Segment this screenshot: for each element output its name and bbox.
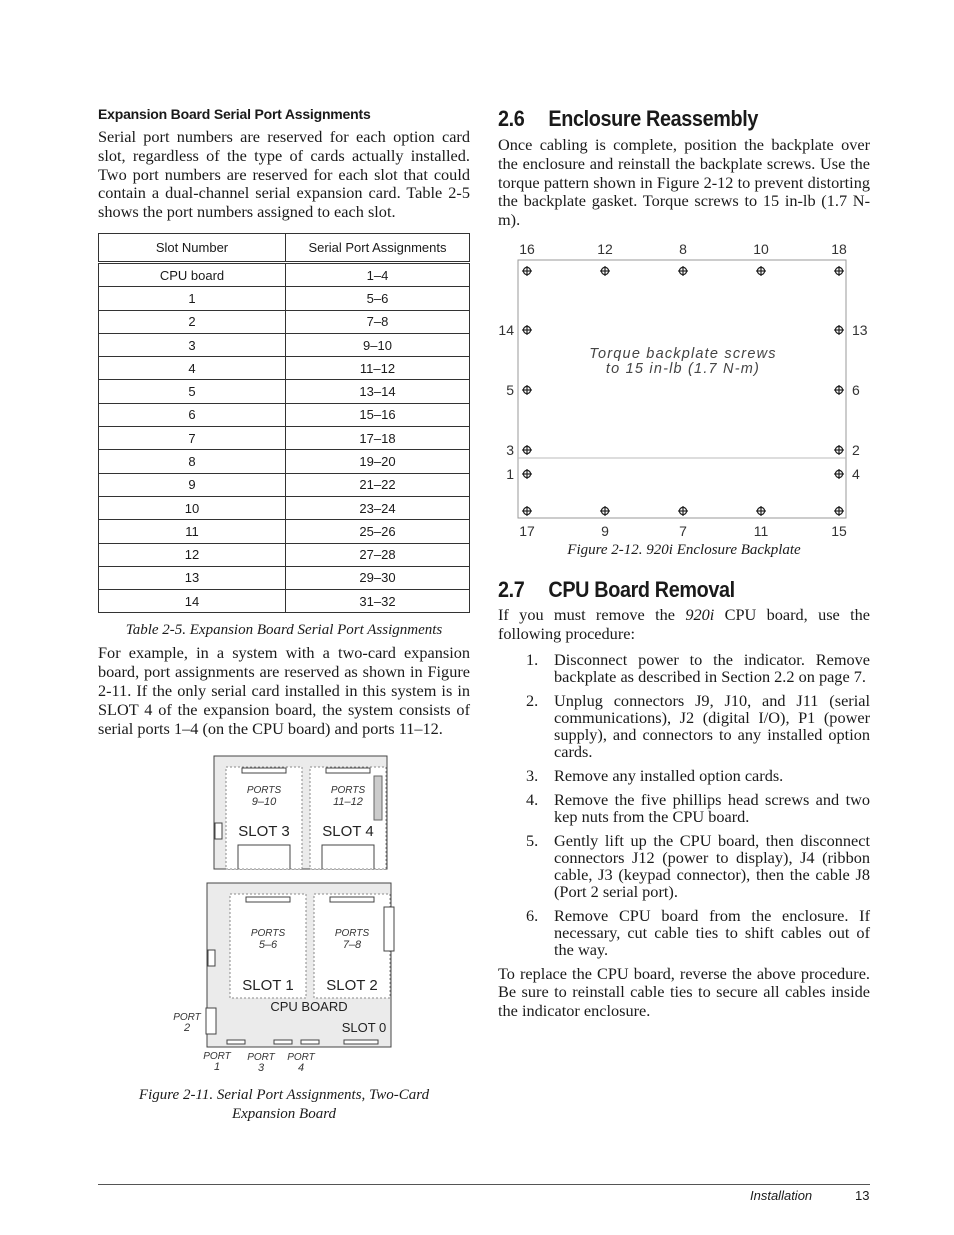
figure-2-12-caption-model: 920i bbox=[646, 541, 673, 558]
table-cell-slot: 5 bbox=[99, 380, 286, 403]
table-row bbox=[99, 450, 470, 473]
expansion-edge-connector bbox=[215, 823, 222, 839]
port2-number: 2 bbox=[183, 1022, 191, 1035]
table-cell-ports: 17–18 bbox=[286, 427, 470, 450]
table-cell-ports: 15–16 bbox=[286, 403, 470, 426]
slot4-connector bbox=[326, 768, 370, 773]
table-cell-slot: 8 bbox=[99, 450, 286, 473]
cpu-board-label: CPU BOARD bbox=[270, 999, 348, 1015]
step-number: 5. bbox=[526, 830, 539, 850]
step-number: 4. bbox=[526, 789, 539, 809]
table-cell-ports: 19–20 bbox=[286, 450, 470, 473]
port3-number: 3 bbox=[257, 1062, 265, 1075]
slot2-ports-word: PORTS bbox=[334, 928, 370, 940]
section-2-7-number: 2.7 bbox=[498, 576, 525, 602]
port1-number: 1 bbox=[213, 1061, 221, 1074]
removal-intro bbox=[498, 606, 870, 644]
table-row bbox=[99, 566, 470, 589]
table-cell-slot: 4 bbox=[99, 357, 286, 380]
figure-2-11-caption-line2: Expansion Board bbox=[231, 1106, 337, 1123]
figure-2-11-caption bbox=[98, 1086, 470, 1124]
table-row bbox=[99, 427, 470, 450]
table-header-slot: Slot Number bbox=[99, 233, 286, 261]
right-column bbox=[498, 106, 870, 1021]
removal-step bbox=[498, 907, 870, 958]
subheading-expansion-ports: Expansion Board Serial Port Assignments bbox=[98, 106, 371, 122]
table-cell-ports: 23–24 bbox=[286, 496, 470, 519]
screw-label-left: 5 bbox=[506, 381, 514, 398]
serial-port-diagram bbox=[98, 750, 470, 1090]
step-text: Gently lift up the CPU board, then disconnect connectors J12 (power to display), J4 (ribbon cable, J3 (keypad connector), then the cable J8 (Port 2 serial port). bbox=[554, 830, 870, 901]
screw-label-top: 10 bbox=[753, 240, 769, 257]
screw-label-bottom: 9 bbox=[601, 522, 609, 538]
port3-connector bbox=[274, 1040, 292, 1044]
port1-word: PORT bbox=[203, 1051, 231, 1063]
cpu-edge-connector bbox=[208, 950, 215, 966]
slot1-ports-word: PORTS bbox=[250, 928, 286, 940]
table-caption: Table 2-5. Expansion Board Serial Port Assignments bbox=[125, 622, 443, 639]
port3-word: PORT bbox=[247, 1052, 275, 1064]
step-text: Unplug connectors J9, J10, and J11 (serial communications), J2 (digital I/O), P1 (power supply), and connectors to any installed option cards. bbox=[554, 690, 870, 761]
removal-step bbox=[498, 832, 870, 900]
removal-intro-post: CPU board, use the following procedure: bbox=[498, 604, 871, 643]
slot3-ports-range: 9–10 bbox=[251, 796, 277, 809]
screw-label-right: 6 bbox=[852, 381, 860, 398]
screw-label-bottom: 11 bbox=[753, 522, 769, 538]
intro-paragraph: Serial port numbers are reserved for each option card slot, regardless of the type of cards actually installed. Two port numbers are reserved for each slot that could contain a dual-channel serial expansion card. Table 2-5 shows the port numbers assigned to each slot. bbox=[98, 127, 470, 222]
table-cell-ports: 11–12 bbox=[286, 357, 470, 380]
port1-connector bbox=[227, 1040, 245, 1044]
screw-label-right: 13 bbox=[852, 321, 868, 338]
table-cell-slot: 2 bbox=[99, 310, 286, 333]
footer-section: Installation bbox=[750, 1188, 813, 1203]
port2-word: PORT bbox=[173, 1012, 201, 1024]
footer-rule bbox=[98, 1184, 870, 1185]
screw-label-right: 4 bbox=[852, 465, 860, 482]
table-cell-ports: 31–32 bbox=[286, 590, 470, 613]
figure-2-11-caption-line1: Figure 2-11. Serial Port Assignments, Two-Card bbox=[138, 1087, 430, 1104]
step-text: Disconnect power to the indicator. Remove backplate as described in Section 2.2 on page 7. bbox=[554, 649, 870, 686]
slot1-ports-range: 5–6 bbox=[258, 939, 278, 952]
slot2-label: SLOT 2 bbox=[326, 977, 378, 995]
table-cell-slot: 11 bbox=[99, 520, 286, 543]
slot4-side-connector bbox=[374, 776, 382, 820]
left-column bbox=[98, 106, 470, 1124]
table-cell-ports: 29–30 bbox=[286, 566, 470, 589]
step-number: 6. bbox=[526, 905, 539, 925]
removal-intro-model: 920i bbox=[685, 604, 715, 624]
figure-2-12-caption-pre: Figure 2-12. bbox=[567, 541, 647, 558]
table-cell-ports: 27–28 bbox=[286, 543, 470, 566]
slot3-ports-word: PORTS bbox=[246, 785, 282, 797]
slot4-ports-range: 11–12 bbox=[333, 796, 363, 809]
table-row bbox=[99, 287, 470, 310]
torque-note-line2: to 15 in-lb (1.7 N-m) bbox=[605, 360, 761, 377]
table-cell-ports: 7–8 bbox=[286, 310, 470, 333]
backplate-torque-diagram bbox=[494, 238, 874, 538]
table-row bbox=[99, 473, 470, 496]
screw-label-right: 2 bbox=[852, 441, 860, 458]
table-cell-slot: 9 bbox=[99, 473, 286, 496]
step-number: 2. bbox=[526, 690, 539, 710]
reassembly-paragraph: Once cabling is complete, position the backplate over the enclosure and reinstall the backplate screws. Use the torque pattern shown in Figure 2-12 to prevent distorting the backplate gasket. Torque screws to 15 in-lb (1.7 N-m). bbox=[498, 135, 870, 230]
port4-connector bbox=[301, 1040, 319, 1044]
screw-label-bottom: 7 bbox=[679, 522, 687, 538]
screw-label-top: 12 bbox=[597, 240, 613, 257]
table-row bbox=[99, 380, 470, 403]
table-cell-ports: 1–4 bbox=[286, 263, 470, 286]
screw-label-left: 1 bbox=[506, 465, 514, 482]
table-cell-slot: 14 bbox=[99, 590, 286, 613]
table-cell-slot: 7 bbox=[99, 427, 286, 450]
slot0-connector bbox=[344, 1040, 378, 1044]
screw-label-bottom: 17 bbox=[519, 522, 535, 538]
slot4-label: SLOT 4 bbox=[322, 823, 374, 841]
closing-paragraph: To replace the CPU board, reverse the above procedure. Be sure to reinstall cable ties to secure all cables inside the indicator enclosure. bbox=[498, 963, 870, 1021]
removal-step bbox=[498, 692, 870, 760]
port2-connector bbox=[206, 1008, 216, 1034]
table-row bbox=[99, 310, 470, 333]
table-cell-slot: 10 bbox=[99, 496, 286, 519]
screw-label-top: 16 bbox=[519, 240, 535, 257]
slot1-connector bbox=[246, 897, 290, 902]
section-2-6-number: 2.6 bbox=[498, 106, 525, 131]
table-header-ports: Serial Port Assignments bbox=[286, 233, 470, 261]
port4-number: 4 bbox=[297, 1062, 305, 1075]
screw-label-left: 3 bbox=[506, 441, 514, 458]
figure-2-12-caption-post: Enclosure Backplate bbox=[672, 541, 801, 558]
table-cell-slot: 3 bbox=[99, 333, 286, 356]
slot2-connector bbox=[330, 897, 374, 902]
removal-step bbox=[498, 651, 870, 685]
slot3-card bbox=[226, 767, 302, 869]
step-number: 1. bbox=[526, 649, 539, 669]
backplate-outline bbox=[518, 260, 846, 518]
table-row bbox=[99, 590, 470, 613]
torque-note-line1: Torque backplate screws bbox=[589, 345, 777, 362]
table-row bbox=[99, 520, 470, 543]
slot3-connector bbox=[242, 768, 286, 773]
section-2-7-heading bbox=[498, 577, 833, 603]
cpu-side-connector bbox=[384, 907, 394, 951]
port-assignment-table bbox=[98, 233, 470, 613]
table-cell-ports: 21–22 bbox=[286, 473, 470, 496]
table-cell-ports: 9–10 bbox=[286, 333, 470, 356]
screw-label-top: 8 bbox=[679, 240, 687, 257]
table-cell-slot: 12 bbox=[99, 543, 286, 566]
removal-step bbox=[498, 767, 870, 784]
slot0-label: SLOT 0 bbox=[341, 1020, 387, 1036]
screw-label-left: 14 bbox=[498, 321, 514, 338]
table-cell-ports: 13–14 bbox=[286, 380, 470, 403]
section-2-7-title: CPU Board Removal bbox=[548, 576, 735, 602]
table-cell-slot: 13 bbox=[99, 566, 286, 589]
section-2-6-heading bbox=[498, 106, 833, 132]
port4-word: PORT bbox=[287, 1052, 315, 1064]
removal-intro-pre: If you must remove the bbox=[498, 604, 686, 624]
figure-2-12-caption bbox=[498, 542, 870, 559]
step-text: Remove CPU board from the enclosure. If necessary, cut cable ties to shift cables out of the way. bbox=[554, 905, 870, 959]
slot2-ports-range: 7–8 bbox=[342, 939, 362, 952]
table-cell-slot: 6 bbox=[99, 403, 286, 426]
table-cell-ports: 5–6 bbox=[286, 287, 470, 310]
slot3-label: SLOT 3 bbox=[238, 823, 290, 841]
removal-steps bbox=[498, 651, 870, 958]
table-cell-slot: 1 bbox=[99, 287, 286, 310]
table-row bbox=[99, 263, 470, 286]
table-row bbox=[99, 543, 470, 566]
footer-page-number: 13 bbox=[855, 1188, 870, 1203]
table-header-row bbox=[99, 233, 470, 261]
table-row bbox=[99, 333, 470, 356]
slot4-ports-word: PORTS bbox=[330, 785, 366, 797]
removal-step bbox=[498, 791, 870, 825]
step-text: Remove any installed option cards. bbox=[554, 765, 784, 785]
table-cell-slot: CPU board bbox=[99, 263, 286, 286]
section-2-6-title: Enclosure Reassembly bbox=[548, 106, 759, 131]
screw-label-bottom: 15 bbox=[831, 522, 847, 538]
table-body bbox=[99, 261, 470, 612]
table-row bbox=[99, 403, 470, 426]
step-text: Remove the five phillips head screws and two kep nuts from the CPU board. bbox=[554, 789, 870, 826]
example-paragraph: For example, in a system with a two-card expansion board, port assignments are reserved as shown in Figure 2-11. If the only serial card installed in this system is in SLOT 4 of the expansion board, the system consists of serial ports 1–4 (on the CPU board) and ports 11–12. bbox=[98, 643, 470, 738]
slot1-label: SLOT 1 bbox=[242, 977, 294, 995]
screw-label-top: 18 bbox=[831, 240, 847, 257]
table-row bbox=[99, 357, 470, 380]
table-cell-ports: 25–26 bbox=[286, 520, 470, 543]
step-number: 3. bbox=[526, 765, 539, 785]
table-row bbox=[99, 496, 470, 519]
